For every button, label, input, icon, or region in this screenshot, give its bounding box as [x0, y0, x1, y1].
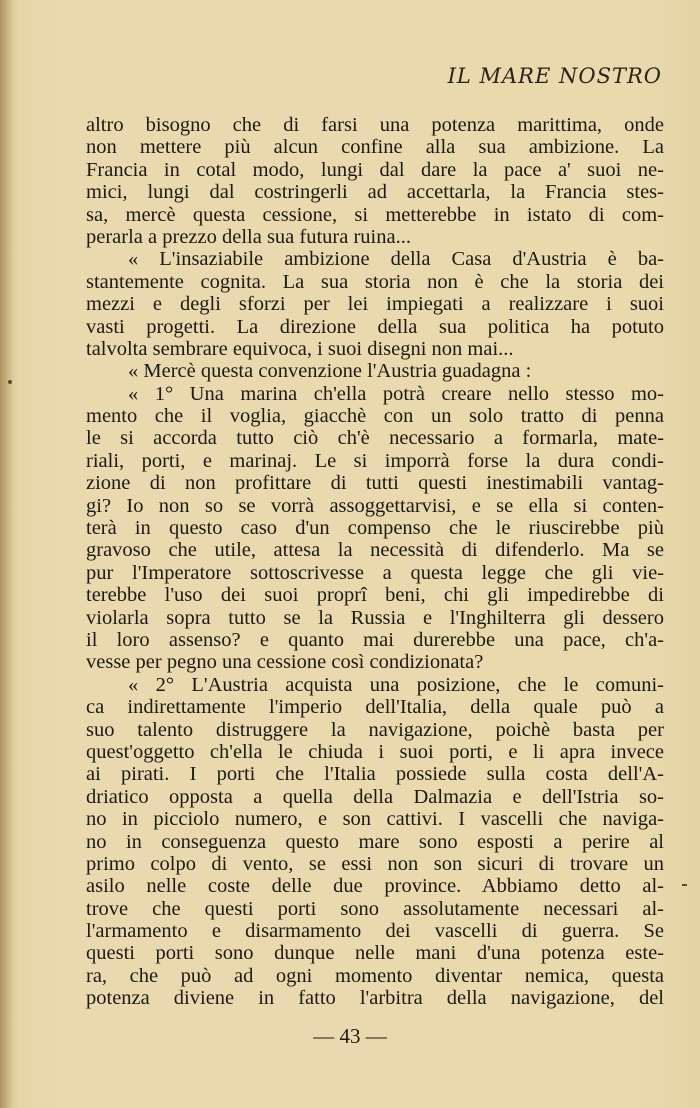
margin-mark [8, 380, 12, 384]
text-line: primo colpo di vento, se essi non son sicuri di trovare un [86, 852, 664, 875]
text-line: no in conseguenza questo mare sono esposti a perire al [86, 830, 664, 853]
text-line: mezzi e degli sforzi per lei impiegati a realizzare i suoi [86, 293, 664, 316]
text-line: pur l'Imperatore sottoscrivesse a questa legge che gli vie- [86, 561, 664, 584]
text-line: mento che il voglia, giacchè con un solo tratto di penna [86, 405, 664, 428]
text-line: riali, porti, e marinaj. Le si imporrà forse la dura condi- [86, 449, 664, 472]
text-line: zione di non profittare di tutti questi inestimabili vantag- [86, 472, 664, 495]
text-line: terà in questo caso d'un compenso che le riuscirebbe più [86, 517, 664, 540]
text-line: Francia in cotal modo, lungi dal dare la pace a' suoi ne- [86, 158, 664, 181]
text-line: terebbe l'uso dei suoi proprî beni, chi gli impedirebbe di [86, 584, 664, 607]
spine-shadow [0, 0, 14, 1108]
text-line: stantemente cognita. La sua storia non è che la storia dei [86, 270, 664, 293]
text-line: « L'insaziabile ambizione della Casa d'Austria è ba- [128, 248, 664, 271]
text-line: l'armamento e disarmamento dei vascelli di guerra. Se [86, 920, 664, 943]
text-line: no in picciolo numero, e son cattivi. I vascelli che naviga- [86, 808, 664, 831]
text-line: suo talento distruggere la navigazione, poichè basta per [86, 718, 664, 741]
text-line: « 2° L'Austria acquista una posizione, che le comuni- [128, 673, 664, 696]
text-line: violarla sopra tutto se la Russia e l'Inghilterra gli dessero [86, 606, 664, 629]
text-line: ca indirettamente l'imperio dell'Italia, della quale può a [86, 696, 664, 719]
text-line: il loro assenso? e quanto mai durerebbe una pace, ch'a- [86, 628, 664, 651]
text-line: vasti progetti. La direzione della sua politica ha potuto [86, 315, 664, 338]
text-line: talvolta sembrare equivoca, i suoi disegni non mai... [86, 337, 514, 360]
text-line: mici, lungi dal costringerli ad accettarla, la Francia stes- [86, 181, 664, 204]
text-line: gravoso che utile, attesa la necessità di difenderlo. Ma se [86, 539, 664, 562]
text-line: perarla a prezzo della sua futura ruina... [86, 225, 411, 248]
text-line: sa, mercè questa cessione, si metterebbe in istato di com- [86, 203, 664, 226]
text-line: « Mercè questa convenzione l'Austria guadagna : [128, 360, 532, 383]
text-line: quest'oggetto ch'ella le chiuda i suoi porti, e li apra invece [86, 740, 664, 763]
text-line: trove che questi porti sono assolutamente necessari al- [86, 897, 664, 920]
running-head: IL MARE NOSTRO [447, 64, 662, 88]
text-line: « 1° Una marina ch'ella potrà creare nello stesso mo- [128, 382, 664, 405]
text-line: questi porti sono dunque nelle mani d'una potenza este- [86, 942, 664, 965]
page-number: — 43 — [313, 1024, 387, 1048]
text-line: driatico opposta a quella della Dalmazia e dell'Istria so- [86, 785, 664, 808]
text-line: ai pirati. I porti che l'Italia possiede sulla costa dell'A- [86, 763, 664, 786]
text-line: altro bisogno che di farsi una potenza marittima, onde [86, 114, 664, 136]
text-line: potenza diviene in fatto l'arbitra della navigazione, del [86, 987, 664, 1010]
margin-mark [682, 884, 687, 886]
body-text [86, 114, 664, 1010]
text-line: gi? Io non so se vorrà assoggettarvisi, e se ella si conten- [86, 494, 664, 517]
text-line: le si accorda tutto ciò ch'è necessario a formarla, mate- [86, 427, 664, 450]
text-line: asilo nelle coste delle due province. Abbiamo detto al- [86, 875, 664, 898]
text-line: ra, che può ad ogni momento diventar nemica, questa [86, 964, 664, 987]
text-line: non mettere più alcun confine alla sua ambizione. La [86, 136, 664, 159]
text-line: vesse per pegno una cessione così condizionata? [86, 651, 484, 674]
